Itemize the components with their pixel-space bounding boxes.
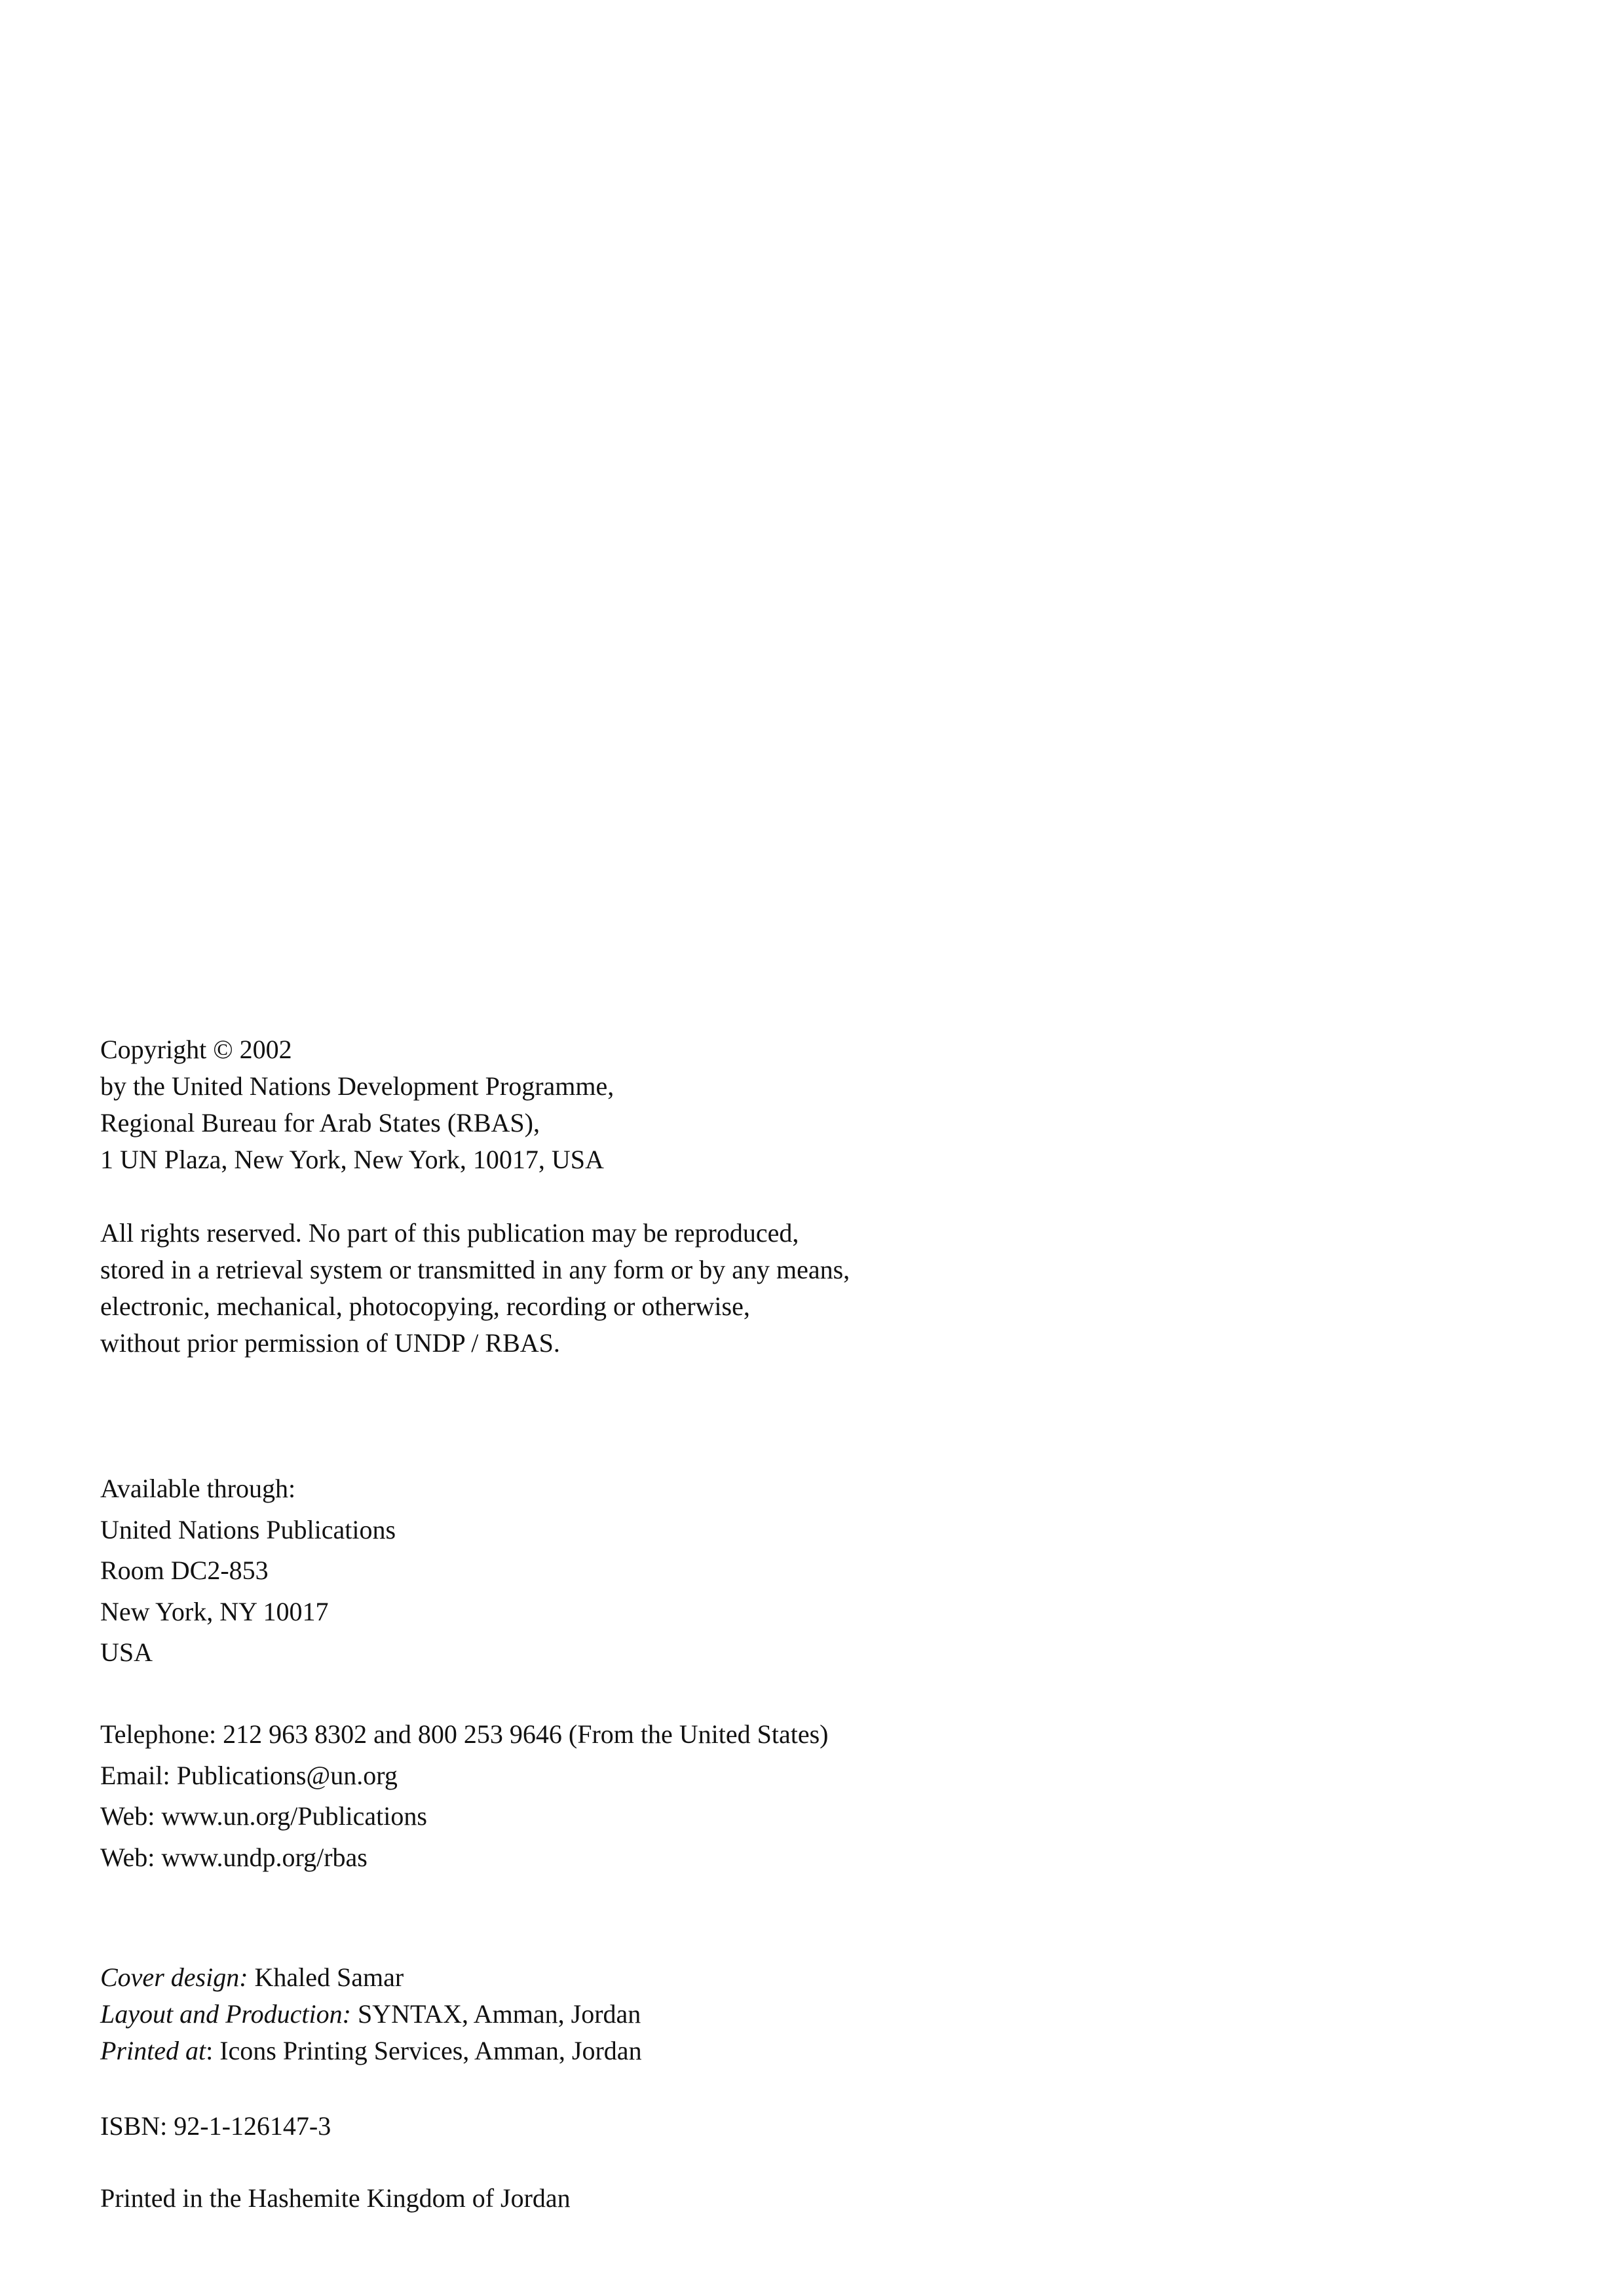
publisher-line: by the United Nations Development Programme, [100,1071,614,1101]
layout-production-value: SYNTAX, Amman, Jordan [350,1999,641,2029]
printed-at-label: Printed at [100,2036,206,2065]
cover-design-value: Khaled Samar [248,1962,404,1992]
printed-in-line: Printed in the Hashemite Kingdom of Jordan [100,2183,571,2213]
contact-block [100,1714,828,1878]
layout-production-label: Layout and Production: [100,1999,351,2029]
rights-line-2: stored in a retrieval system or transmitted in any form or by any means, [100,1255,850,1284]
availability-city: New York, NY 10017 [100,1596,329,1626]
layout-production-line [100,1996,642,2033]
rights-notice [100,1215,850,1362]
rights-line-4: without prior permission of UNDP / RBAS. [100,1328,560,1358]
availability-room: Room DC2-853 [100,1556,269,1585]
printed-at-value: : Icons Printing Services, Amman, Jordan [206,2036,642,2065]
bureau-line: Regional Bureau for Arab States (RBAS), [100,1108,540,1138]
availability-heading: Available through: [100,1474,296,1503]
copyright-block [100,1031,614,1178]
cover-design-line [100,1959,642,1996]
rights-line-1: All rights reserved. No part of this publication may be reproduced, [100,1218,799,1248]
credits-block [100,1959,642,2069]
cover-design-label: Cover design: [100,1962,248,1992]
availability-org: United Nations Publications [100,1514,396,1544]
telephone-line: Telephone: 212 963 8302 and 800 253 9646 (From the United States) [100,1719,829,1749]
web-line-undp: Web: www.undp.org/rbas [100,1842,368,1872]
printed-at-line [100,2033,642,2069]
rights-line-3: electronic, mechanical, photocopying, recording or otherwise, [100,1292,750,1321]
email-line: Email: Publications@un.org [100,1760,398,1790]
web-line-un: Web: www.un.org/Publications [100,1801,427,1831]
copyright-line: Copyright © 2002 [100,1035,292,1064]
availability-country: USA [100,1637,153,1667]
availability-block [100,1468,396,1674]
address-line: 1 UN Plaza, New York, New York, 10017, USA [100,1145,604,1174]
isbn: ISBN: 92-1-126147-3 [100,2111,331,2141]
